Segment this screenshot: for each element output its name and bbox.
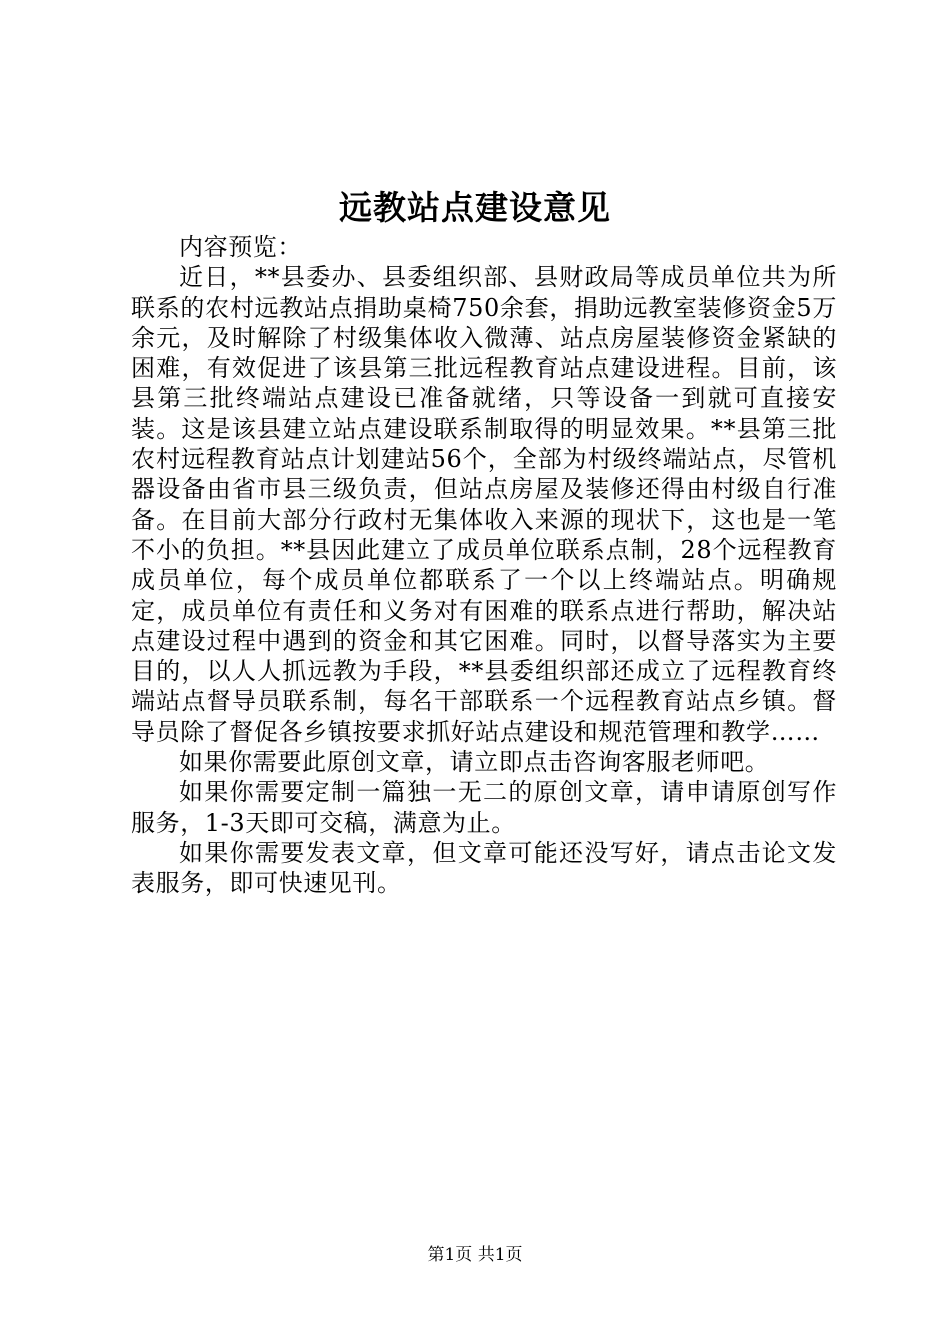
main-paragraph: 近日，**县委办、县委组织部、县财政局等成员单位共为所联系的农村远教站点捐助桌椅750余套，捐助远教室装修资金5万余元，及时解除了村级集体收入微薄、站点房屋装修资金紧缺的困难，有效促进了该县第三批远程教育站点建设进程。目前，该县第三批终端站点建设已准备就绪，只等设备一到就可直接安装。这是该县建立站点建设联系制取得的明显效果。**县第三批农村远程教育站点计划建站56个，全部为村级终端站点，尽管机器设备由省市县三级负责，但站点房屋及装修还得由村级自行准备。在目前大部分行政村无集体收入来源的现状下，这也是一笔不小的负担。**县因此建立了成员单位联系点制，28个远程教育成员单位，每个成员单位都联系了一个以上终端站点。明确规定，成员单位有责任和义务对有困难的联系点进行帮助，解决站点建设过程中遇到的资金和其它困难。同时，以督导落实为主要目的，以人人抓远教为手段，**县委组织部还成立了远程教育终端站点督导员联系制，每名干部联系一个远程教育站点乡镇。督导员除了督促各乡镇按要求抓好站点建设和规范管理和教学…… (131, 263, 837, 746)
page-footer: 第1页 共1页 (427, 1245, 523, 1265)
promo-custom-writing-link[interactable]: 如果你需要定制一篇独一无二的原创文章，请申请原创写作服务，1-3天即可交稿，满意为止。 (131, 778, 837, 837)
document-title: 远教站点建设意见 (339, 188, 611, 227)
preview-label: 内容预览： (179, 233, 302, 261)
promo-publish-link[interactable]: 如果你需要发表文章，但文章可能还没写好，请点击论文发表服务，即可快速见刊。 (131, 838, 837, 898)
promo-consult-link[interactable]: 如果你需要此原创文章，请立即点击咨询客服老师吧。 (179, 748, 770, 777)
document-body (131, 232, 837, 899)
